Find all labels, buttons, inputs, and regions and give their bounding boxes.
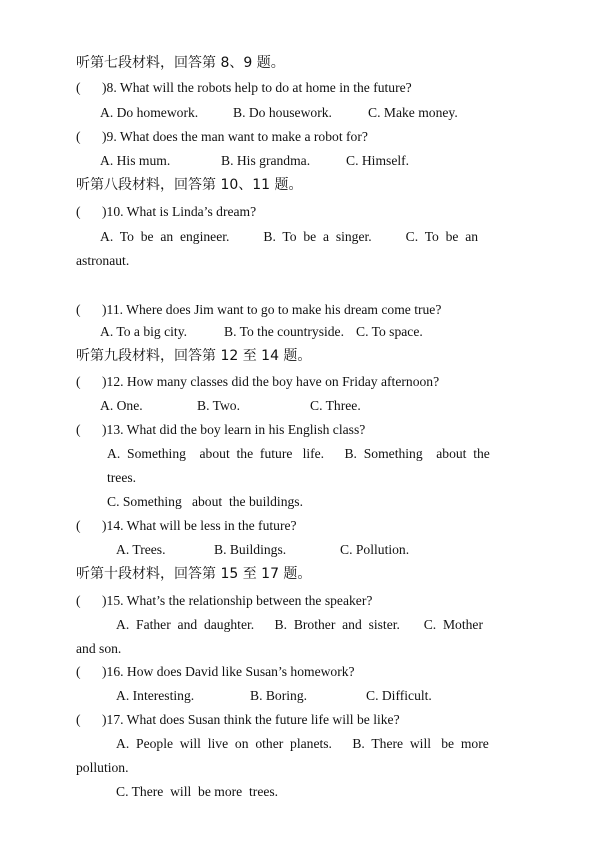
question-text: )9. What does the man want to make a robot for? — [102, 129, 368, 144]
option-c: C. Difficult. — [366, 688, 432, 703]
question-9 — [76, 128, 368, 146]
option-b: B. His grandma. — [221, 153, 311, 168]
options-13: A. Something about the future life. B. Something about the — [107, 446, 490, 461]
option-c: C. Three. — [310, 398, 361, 413]
section-heading-10: 听第十段材料，回答第 15 至 17 题。 — [76, 566, 312, 582]
section-heading-7: 听第七段材料，回答第 8、9 题。 — [76, 55, 285, 71]
option-b: B. To the countryside. — [224, 324, 344, 339]
options-16 — [116, 687, 432, 705]
question-text: )14. What will be less in the future? — [102, 518, 297, 533]
options-10-continued: astronaut. — [76, 253, 130, 268]
option-c: C. To space. — [356, 324, 423, 339]
question-8 — [76, 79, 412, 97]
question-15 — [76, 592, 372, 610]
question-text: )11. Where does Jim want to go to make his dream come true? — [102, 302, 442, 317]
question-text: )15. What’s the relationship between the speaker? — [102, 593, 373, 608]
question-text: )10. What is Linda’s dream? — [102, 204, 257, 219]
answer-blank: ( — [76, 422, 81, 437]
options-10: A. To be an engineer. B. To be a singer. C. To be an — [100, 229, 479, 244]
question-12 — [76, 373, 439, 391]
option-b: B. Boring. — [250, 688, 308, 703]
section-heading-9: 听第九段材料，回答第 12 至 14 题。 — [76, 348, 312, 364]
answer-blank: ( — [76, 374, 81, 389]
options-15: A. Father and daughter. B. Brother and sister. C. Mother — [116, 617, 483, 632]
section-heading-8: 听第八段材料，回答第 10、11 题。 — [76, 177, 303, 193]
options-17: A. People will live on other planets. B. There will be more — [116, 736, 489, 751]
option-c: C. Himself. — [346, 153, 410, 168]
question-16 — [76, 663, 355, 681]
question-text: )16. How does David like Susan’s homework? — [102, 664, 355, 679]
option-a: A. His mum. — [100, 153, 171, 168]
options-14 — [116, 541, 409, 559]
question-text: )8. What will the robots help to do at home in the future? — [102, 80, 412, 95]
question-text: )17. What does Susan think the future life will be like? — [102, 712, 400, 727]
options-9 — [100, 152, 409, 170]
option-a: A. Do homework. — [100, 105, 199, 120]
option-a: A. Trees. — [116, 542, 166, 557]
answer-blank: ( — [76, 593, 81, 608]
question-text: )13. What did the boy learn in his English class? — [102, 422, 366, 437]
options-15-continued: and son. — [76, 641, 122, 656]
answer-blank: ( — [76, 80, 81, 95]
option-a: A. To a big city. — [100, 324, 188, 339]
option-b: B. Do housework. — [233, 105, 332, 120]
question-10 — [76, 203, 256, 221]
answer-blank: ( — [76, 518, 81, 533]
option-c: C. Something about the buildings. — [107, 494, 303, 509]
answer-blank: ( — [76, 712, 81, 727]
question-13 — [76, 421, 365, 439]
question-text: )12. How many classes did the boy have on Friday afternoon? — [102, 374, 440, 389]
answer-blank: ( — [76, 664, 81, 679]
option-c: C. There will be more trees. — [116, 784, 279, 799]
option-b: B. Two. — [197, 398, 240, 413]
question-11 — [76, 301, 441, 319]
question-17 — [76, 711, 400, 729]
option-a: A. Interesting. — [116, 688, 195, 703]
options-12 — [100, 397, 361, 415]
answer-blank: ( — [76, 129, 81, 144]
option-a: A. One. — [100, 398, 143, 413]
options-11 — [100, 323, 423, 341]
options-8 — [100, 104, 458, 122]
option-b: B. Buildings. — [214, 542, 287, 557]
option-c: C. Pollution. — [340, 542, 410, 557]
options-13-continued: trees. — [107, 470, 137, 485]
answer-blank: ( — [76, 204, 81, 219]
options-17-continued: pollution. — [76, 760, 129, 775]
question-14 — [76, 517, 297, 535]
option-c: C. Make money. — [368, 105, 458, 120]
answer-blank: ( — [76, 302, 81, 317]
